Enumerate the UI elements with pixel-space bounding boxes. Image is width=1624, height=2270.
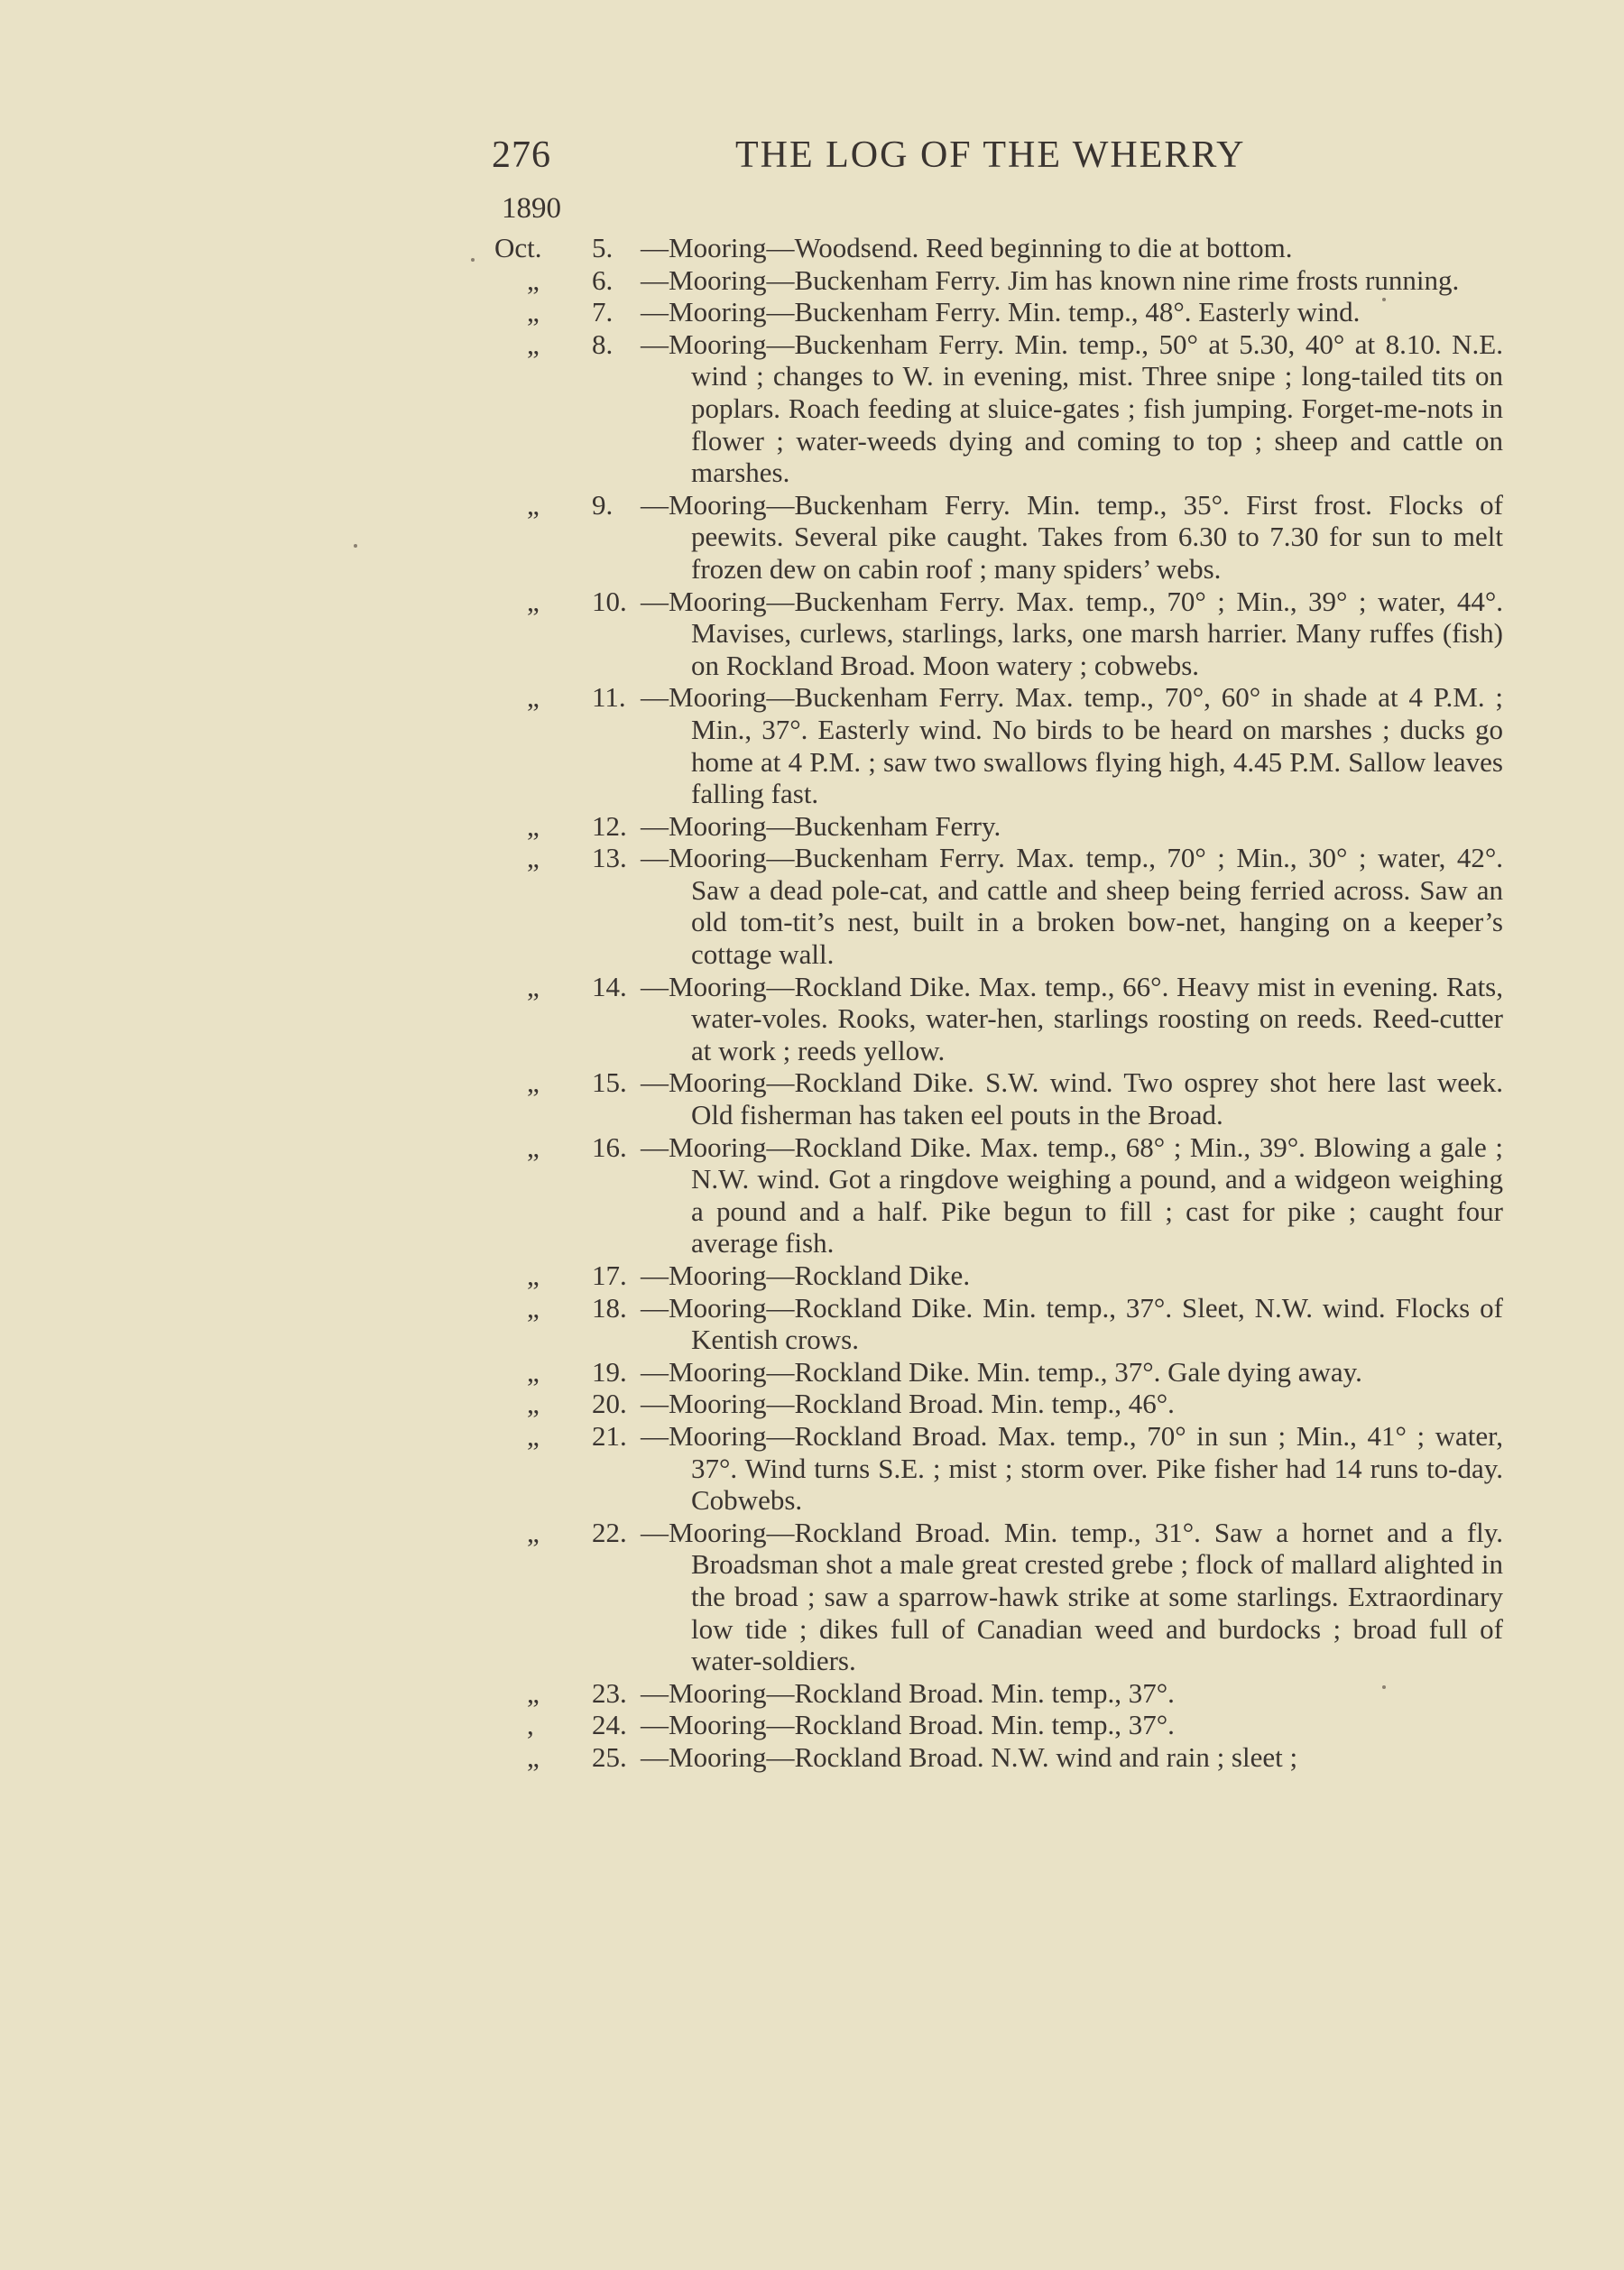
entry-text: —Mooring—Rockland Dike. Min. temp., 37°. Gale dying away. (641, 1355, 1362, 1388)
ditto-mark: „ (527, 842, 540, 874)
entry-text: —Mooring—Buckenham Ferry. Max. temp., 70° ; Min., 39° ; water, 44°. Mavises, curlews, starlings, larks, one marsh harrier. Many ruffes (fish) on Rockland Broad. Moon watery ; cobwebs. (641, 585, 1503, 681)
entry-text: —Mooring—Buckenham Ferry. Max. temp., 70° ; Min., 30° ; water, 42°. Saw a dead pole-cat, and cattle and sheep being ferried across. Saw an old tom-tit’s nest, built in a broken bow-net, hanging on a keeper’s cottage wall. (641, 842, 1503, 971)
entry-day: 8. (592, 328, 614, 360)
entry-text: —Mooring—Rockland Dike. Max. temp., 68° ; Min., 39°. Blowing a gale ; N.W. wind. Got a ringdove weighing a pound, and a widgeon weighing a pound and a half. Pike begun to fill ; cast for pike ; caught four average fish. (641, 1130, 1503, 1260)
entry-day: 23. (592, 1676, 627, 1709)
entry-day: 17. (592, 1260, 627, 1291)
page-number: 276 (492, 134, 551, 176)
entry-text: —Mooring—Rockland Broad. Max. temp., 70° in sun ; Min., 41° ; water, 37°. Wind turns S.E. ; mist ; storm over. Pike fisher had 14 runs to-day. Cobwebs. (641, 1419, 1503, 1517)
entry-text: —Mooring—Rockland Broad. Min. temp., 31°. Saw a hornet and a fly. Broadsman shot a male great crested grebe ; flock of mallard alighted in the broad ; saw a sparrow-hawk strike at some starlings. Extraordinary low tide ; dikes full of Canadian weed and burdocks ; broad full of water-soldiers. (641, 1516, 1503, 1677)
entry-text: —Mooring—Rockland Broad. Min. temp., 37°. (641, 1676, 1175, 1709)
ditto-mark: „ (527, 296, 540, 328)
ditto-mark: „ (527, 1066, 540, 1099)
log-entry (0, 1131, 1624, 1260)
entry-day: 5. (592, 232, 614, 263)
entry-day: 13. (592, 842, 627, 874)
entry-text: —Mooring—Buckenham Ferry. (641, 809, 1001, 842)
ditto-mark: „ (527, 1676, 540, 1709)
ditto-mark: „ (527, 328, 540, 360)
entry-day: 21. (592, 1419, 627, 1452)
ditto-mark: „ (527, 585, 540, 617)
entry-day: 10. (592, 585, 627, 617)
log-entry (0, 1066, 1624, 1130)
entry-text: —Mooring—Woodsend. Reed beginning to die at bottom. (641, 232, 1293, 263)
entry-day: 25. (592, 1740, 627, 1773)
log-entry (0, 1260, 1624, 1292)
entry-day: 16. (592, 1130, 627, 1163)
entry-text: —Mooring—Buckenham Ferry. Min. temp., 35°. First frost. Flocks of peewits. Several pike caught. Takes from 6.30 to 7.30 for sun to melt frozen dew on cabin roof ; many spiders’ webs. (641, 488, 1503, 585)
log-entry (0, 586, 1624, 682)
log-entry (0, 971, 1624, 1067)
log-entry (0, 1741, 1624, 1774)
entry-text: —Mooring—Buckenham Ferry. Min. temp., 50° at 5.30, 40° at 8.10. N.E. wind ; changes to W. in evening, mist. Three snipe ; long-tailed tits on poplars. Roach feeding at sluice-gates ; fish jumping. Forget-me-nots in flower ; water-weeds dying and coming to top ; sheep and cattle on marshes. (641, 328, 1503, 489)
log-entry (0, 1709, 1624, 1741)
log-entry (0, 842, 1624, 970)
log-entry (0, 296, 1624, 328)
entry-text: —Mooring—Rockland Dike. S.W. wind. Two osprey shot here last week. Old fisherman has taken eel pouts in the Broad. (641, 1066, 1503, 1131)
entry-text: —Mooring—Rockland Broad. Min. temp., 37°. (641, 1709, 1175, 1741)
log-entry (0, 1356, 1624, 1389)
entry-text: —Mooring—Rockland Dike. (641, 1260, 971, 1291)
ditto-mark: „ (527, 809, 540, 842)
paper-speck (1382, 298, 1386, 301)
log-entry (0, 232, 1624, 264)
ditto-mark: „ (527, 681, 540, 714)
ditto-mark: „ (527, 488, 540, 521)
log-entry (0, 681, 1624, 809)
paper-speck (471, 258, 475, 262)
entry-day: 11. (592, 681, 626, 714)
entry-day: 12. (592, 809, 627, 842)
running-head: THE LOG OF THE WHERRY (735, 134, 1246, 176)
paper-speck (1382, 1685, 1386, 1689)
entry-text: —Mooring—Buckenham Ferry. Max. temp., 70°, 60° in shade at 4 P.M. ; Min., 37°. Easterly wind. No birds to be heard on marshes ; ducks go home at 4 P.M. ; saw two swallows flying high, 4.45 P.M. Sallow leaves falling fast. (641, 681, 1503, 810)
log-entries (0, 232, 1624, 1774)
ditto-mark: „ (527, 1355, 540, 1388)
log-entry (0, 264, 1624, 297)
entry-day: 22. (592, 1516, 627, 1548)
entry-text: —Mooring—Rockland Broad. N.W. wind and rain ; sleet ; (641, 1740, 1298, 1773)
log-entry (0, 489, 1624, 586)
entry-text: —Mooring—Rockland Dike. Max. temp., 66°. Heavy mist in evening. Rats, water-voles. Rooks, water-hen, starlings roosting on reeds. Reed-cutter at work ; reeds yellow. (641, 970, 1503, 1066)
ditto-mark: „ (527, 1516, 540, 1548)
entry-text: —Mooring—Buckenham Ferry. Jim has known nine rime frosts running. (641, 263, 1460, 296)
entry-text: —Mooring—Buckenham Ferry. Min. temp., 48°. Easterly wind. (641, 296, 1361, 328)
entry-day: 9. (592, 488, 614, 521)
entry-day: 20. (592, 1388, 627, 1420)
ditto-mark: , (527, 1709, 534, 1741)
entry-day: 15. (592, 1066, 627, 1099)
ditto-mark: „ (527, 970, 540, 1002)
entry-day: 19. (592, 1355, 627, 1388)
log-entry (0, 328, 1624, 489)
entry-text: —Mooring—Rockland Broad. Min. temp., 46°. (641, 1388, 1175, 1420)
log-entry (0, 1517, 1624, 1677)
entry-day: 7. (592, 296, 614, 328)
entry-day: 14. (592, 970, 627, 1002)
year-heading: 1890 (502, 192, 561, 225)
paper-speck (354, 544, 357, 548)
ditto-mark: „ (527, 1291, 540, 1324)
entry-day: 24. (592, 1709, 627, 1741)
ditto-mark: „ (527, 1388, 540, 1420)
month-label: Oct. (494, 232, 542, 263)
entry-text: —Mooring—Rockland Dike. Min. temp., 37°. Sleet, N.W. wind. Flocks of Kentish crows. (641, 1291, 1503, 1356)
log-entry (0, 1677, 1624, 1710)
log-entry (0, 1420, 1624, 1517)
log-entry (0, 1292, 1624, 1356)
ditto-mark: „ (527, 1740, 540, 1773)
ditto-mark: „ (527, 1130, 540, 1163)
ditto-mark: „ (527, 263, 540, 296)
ditto-mark: „ (527, 1260, 540, 1291)
entry-day: 18. (592, 1291, 627, 1324)
log-entry (0, 810, 1624, 843)
log-entry (0, 1388, 1624, 1420)
entry-day: 6. (592, 263, 614, 296)
ditto-mark: „ (527, 1419, 540, 1452)
